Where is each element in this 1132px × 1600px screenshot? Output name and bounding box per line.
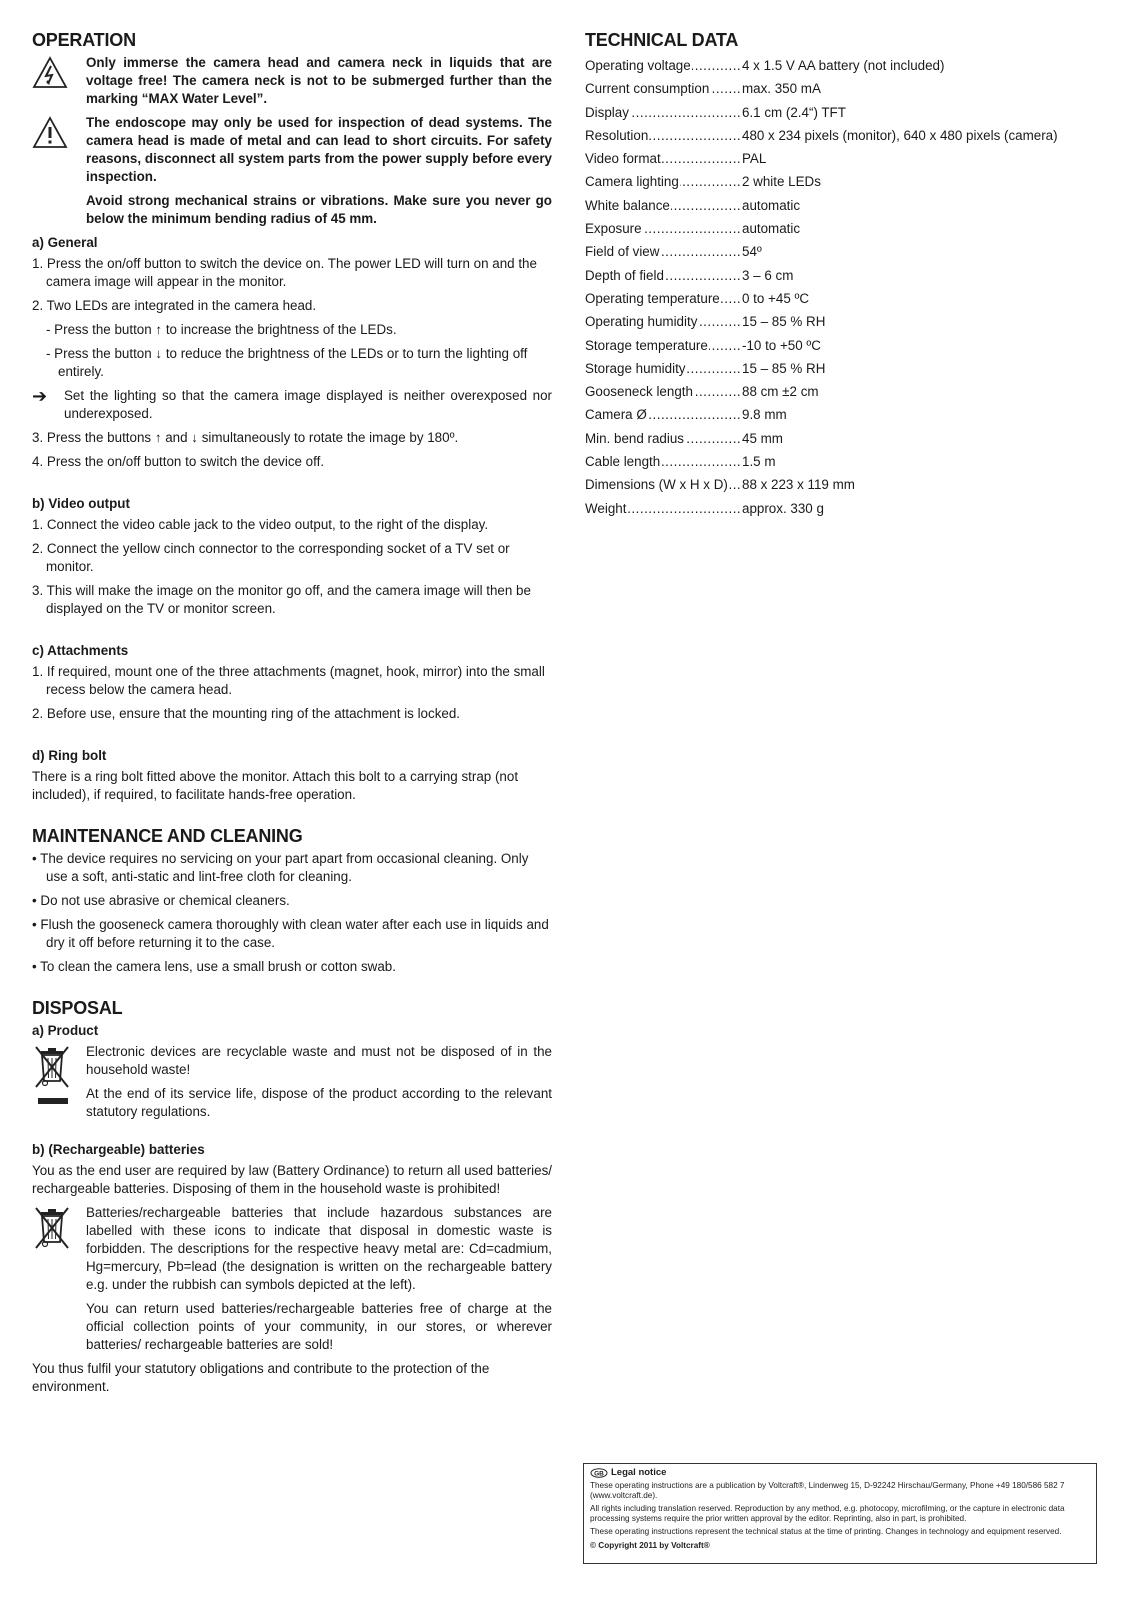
list-item: 3. This will make the image on the monitor go off, and the camera image will then be displayed on the TV or monitor screen. [32, 583, 531, 616]
spec-value: automatic [742, 221, 801, 237]
table-row [585, 240, 1105, 263]
spec-label-cell [585, 473, 742, 496]
spec-value: 88 x 223 x 119 mm [742, 477, 855, 493]
spec-label-cell [585, 310, 742, 333]
batteries-disposal [32, 1204, 552, 1360]
spec-value: 54º [742, 244, 762, 260]
spec-value: automatic [742, 197, 801, 213]
spec-label-cell [585, 194, 742, 217]
attachments-list [32, 663, 552, 723]
spec-label-cell [585, 380, 742, 403]
legal-text-2: All rights including translation reserved. Reproduction by any method, e.g. photocopy, microfilming, or the capture in electronic data processing systems require the prior written approval by the editor. Reprinting, also in part, is prohibited. [590, 1504, 1065, 1523]
spec-label: Video format [585, 151, 661, 167]
language-badge-text: GB [594, 1470, 604, 1478]
spec-label: Operating voltage [585, 58, 691, 73]
spec-label: Resolution [585, 127, 649, 143]
warning-dead-systems-text: The endoscope may only be used for inspection of dead systems. The camera head is made of metal and can lead to short circuits. For safety reasons, disconnect all system parts from the power supply before every inspection. [86, 115, 552, 184]
spec-label-cell [585, 77, 742, 100]
ringbolt-heading: d) Ring bolt [32, 748, 107, 763]
spec-label: Storage humidity [585, 360, 686, 376]
warning-strain-text: Avoid strong mechanical strains or vibrations. Make sure you never go below the minimum bending radius of 45 mm. [86, 193, 552, 226]
spacer [32, 810, 552, 824]
maintenance-list [32, 850, 552, 976]
warning-voltage-text: Only immerse the camera head and camera neck in liquids that are voltage free! The camera neck is not to be submerged further than the marking “MAX Water Level”. [86, 55, 552, 106]
video-list [32, 516, 552, 618]
spec-value: 480 x 234 pixels (monitor), 640 x 480 pixels (camera) [742, 127, 1058, 143]
spec-label-cell [585, 101, 742, 124]
batteries-heading: b) (Rechargeable) batteries [32, 1142, 205, 1157]
high-voltage-warning-icon [32, 54, 86, 95]
table-row [585, 287, 1105, 310]
exclamation-warning-icon [32, 114, 86, 155]
voltage-warning [32, 54, 552, 114]
spacer [32, 624, 552, 642]
spec-label-cell [585, 287, 742, 310]
spec-value: 15 – 85 % RH [742, 360, 826, 376]
spec-label-cell [585, 170, 742, 193]
technical-data-heading: TECHNICAL DATA [585, 30, 739, 50]
general-sub-list [32, 321, 552, 381]
spec-value: 15 – 85 % RH [742, 314, 826, 330]
spec-label-cell [585, 427, 742, 450]
table-row [585, 380, 1105, 403]
list-item: 1. Connect the video cable jack to the video output, to the right of the display. [32, 517, 489, 532]
spec-label: White balance [585, 197, 670, 213]
language-badge-icon [590, 1468, 608, 1478]
crossed-bin-icon [32, 1204, 86, 1255]
spec-label: Cable length [585, 454, 661, 470]
lighting-note [32, 387, 552, 423]
list-item: • Do not use abrasive or chemical cleaners. [32, 893, 290, 908]
spec-label-cell [585, 357, 742, 380]
list-item: 3. Press the buttons ↑ and ↓ simultaneously to rotate the image by 180º. [32, 430, 459, 445]
spec-value: 0 to +45 ºC [742, 290, 810, 306]
spec-label: Camera lighting [585, 174, 679, 190]
spec-label: Weight [585, 500, 627, 516]
spec-value: PAL [742, 151, 767, 167]
spec-label-cell [585, 240, 742, 263]
operation-heading: OPERATION [32, 30, 136, 50]
list-item: • The device requires no servicing on your part apart from occasional cleaning. Only use a soft, anti-static and lint-free cloth for cleaning. [32, 851, 529, 884]
table-row [585, 334, 1105, 357]
list-item: - Press the button ↓ to reduce the brightness of the LEDs or to turn the lighting off entirely. [46, 346, 528, 379]
legal-text-1: These operating instructions are a publication by Voltcraft®, Lindenweg 15, D-92242 Hirschau/Germany, Phone +49 180/586 582 7 (www.voltcraft.de). [590, 1481, 1065, 1500]
spec-label-cell [585, 54, 742, 77]
spec-value: approx. 330 g [742, 500, 824, 516]
list-item: 1. Press the on/off button to switch the device on. The power LED will turn on and the camera image will appear in the monitor. [32, 256, 537, 289]
spec-value: 1.5 m [742, 454, 776, 470]
table-row [585, 194, 1105, 217]
general-list-after [32, 429, 552, 471]
spec-value: -10 to +50 ºC [742, 337, 821, 353]
spec-label: Dimensions (W x H x D) [585, 477, 728, 493]
copyright-text: © Copyright 2011 by Voltcraft® [590, 1541, 710, 1550]
dead-systems-warning [32, 114, 552, 234]
video-heading: b) Video output [32, 496, 130, 511]
list-item: • Flush the gooseneck camera thoroughly with clean water after each use in liquids and dry it off before returning it to the case. [32, 917, 549, 950]
spec-label: Operating humidity [585, 314, 698, 330]
list-item: 2. Two LEDs are integrated in the camera head. [32, 298, 317, 313]
spec-label: Storage temperature [585, 337, 708, 353]
spacer [32, 477, 552, 495]
batteries-closing: You thus fulfil your statutory obligations and contribute to the protection of the environment. [32, 1361, 490, 1394]
spec-label-cell [585, 264, 742, 287]
spec-value: 45 mm [742, 430, 783, 446]
table-row [585, 54, 1105, 77]
technical-data-table [585, 54, 1105, 520]
batteries-text-1: Batteries/rechargeable batteries that include hazardous substances are labelled with these icons to indicate that disposal in domestic waste is forbidden. The descriptions for the respective heavy metal are: Cd=cadmium, Hg=mercury, Pb=lead (the designation is written on the rechargeable battery e.g. under the rubbish can symbols depicted at the left). [86, 1205, 552, 1292]
list-item: 1. If required, mount one of the three attachments (magnet, hook, mirror) into the small recess below the camera head. [32, 664, 545, 697]
attachments-heading: c) Attachments [32, 643, 129, 658]
batteries-intro: You as the end user are required by law (Battery Ordinance) to return all used batteries/ rechargeable batteries. Disposing of them in the household waste is prohibited! [32, 1163, 552, 1196]
legal-notice-box [583, 1463, 1097, 1564]
general-list [32, 255, 552, 315]
spec-value: 9.8 mm [742, 407, 787, 423]
table-row [585, 450, 1105, 473]
spec-label: Camera Ø [585, 407, 647, 423]
table-row [585, 497, 1105, 520]
spec-value: 88 cm ±2 cm [742, 384, 819, 400]
product-disposal-text-2: At the end of its service life, dispose of the product according to the relevant statutory regulations. [86, 1086, 552, 1119]
right-column [585, 28, 1105, 520]
spec-value: 3 – 6 cm [742, 267, 794, 283]
spec-label: Operating temperature [585, 290, 720, 306]
lighting-note-text: Set the lighting so that the camera image displayed is neither overexposed nor underexposed. [64, 388, 552, 421]
maintenance-heading: MAINTENANCE AND CLEANING [32, 826, 303, 846]
list-item: 2. Connect the yellow cinch connector to the corresponding socket of a TV set or monitor. [32, 541, 510, 574]
product-heading: a) Product [32, 1023, 99, 1038]
spec-label-cell [585, 403, 742, 426]
spec-value: 6.1 cm (2.4“) TFT [742, 104, 846, 120]
table-row [585, 124, 1105, 147]
spec-label: Exposure [585, 221, 642, 237]
spec-label: Min. bend radius [585, 430, 684, 446]
spec-label: Gooseneck length [585, 384, 693, 400]
list-item: 2. Before use, ensure that the mounting ring of the attachment is locked. [32, 706, 461, 721]
table-row [585, 427, 1105, 450]
spec-label-cell [585, 147, 742, 170]
table-row [585, 101, 1105, 124]
ringbolt-text: There is a ring bolt fitted above the monitor. Attach this bolt to a carrying strap (not included), if required, to facilitate hands-free operation. [32, 769, 519, 802]
table-row [585, 147, 1105, 170]
spec-label: Field of view [585, 244, 660, 260]
arrow-right-icon: ➔ [32, 386, 48, 406]
table-row [585, 357, 1105, 380]
table-row [585, 170, 1105, 193]
disposal-heading: DISPOSAL [32, 998, 123, 1018]
spec-label-cell [585, 334, 742, 357]
spec-label: Current consumption [585, 81, 710, 97]
spec-label: Depth of field [585, 267, 664, 283]
general-heading: a) General [32, 235, 98, 250]
legal-notice-title-text: Legal notice [611, 1467, 667, 1478]
product-disposal [32, 1043, 552, 1127]
spec-label-cell [585, 450, 742, 473]
legal-notice-title [590, 1468, 1090, 1478]
table-row [585, 310, 1105, 333]
product-disposal-text-1: Electronic devices are recyclable waste and must not be disposed of in the household waste! [86, 1044, 552, 1077]
batteries-text-2: You can return used batteries/rechargeable batteries free of charge at the official collection points of your community, in our stores, or wherever batteries/ rechargeable batteries are sold! [86, 1301, 552, 1352]
table-row [585, 217, 1105, 240]
crossed-bin-icon [32, 1043, 86, 1116]
spacer [32, 982, 552, 996]
spacer [32, 729, 552, 747]
spec-label: Display [585, 104, 629, 120]
left-column [32, 28, 552, 1402]
table-row [585, 77, 1105, 100]
list-item: 4. Press the on/off button to switch the device off. [32, 454, 325, 469]
table-row [585, 473, 1105, 496]
spacer [32, 1127, 552, 1141]
spec-label-cell [585, 497, 742, 520]
spec-label-cell [585, 124, 742, 147]
spec-value: max. 350 mA [742, 81, 821, 97]
list-item: - Press the button ↑ to increase the brightness of the LEDs. [46, 322, 397, 337]
table-row [585, 264, 1105, 287]
legal-text-3: These operating instructions represent the technical status at the time of printing. Changes in technology and equipment reserved. [590, 1527, 1062, 1536]
spec-value: 2 white LEDs [742, 174, 821, 190]
spec-value: 4 x 1.5 V AA battery (not included) [742, 58, 945, 73]
list-item: • To clean the camera lens, use a small brush or cotton swab. [32, 959, 396, 974]
table-row [585, 403, 1105, 426]
spec-label-cell [585, 217, 742, 240]
